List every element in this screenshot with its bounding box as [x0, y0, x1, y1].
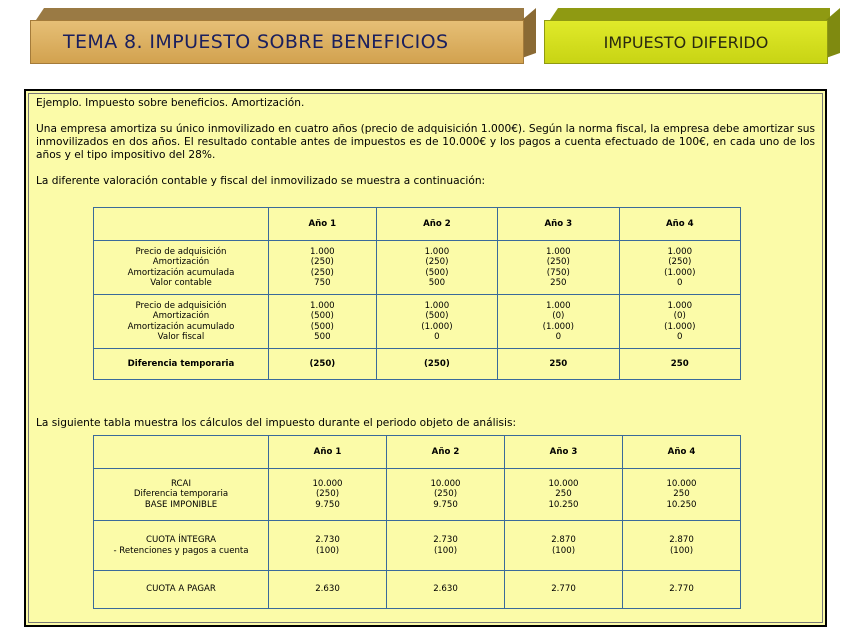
section-title[interactable]: IMPUESTO DIFERIDO — [544, 20, 828, 64]
cell-value: 9.750 — [433, 499, 458, 510]
column-header: Año 3 — [505, 436, 623, 469]
column-header: Año 3 — [498, 208, 619, 241]
cell-value: (750) — [546, 267, 570, 278]
cell-value: 10.000 — [430, 478, 461, 489]
cell-value: (250) — [310, 257, 334, 267]
table-row-pagar — [94, 571, 741, 609]
cell-value: (100) — [433, 545, 458, 556]
row-label: Valor fiscal — [157, 332, 205, 342]
row-labels — [94, 295, 269, 349]
cell-value: (250) — [425, 257, 449, 267]
column-header: Año 1 — [269, 436, 387, 469]
cell-value: (250) — [668, 257, 692, 267]
cell-value: 2.870 — [669, 535, 694, 545]
cell-value: 10.000 — [548, 478, 579, 489]
main-title-tab — [30, 8, 536, 66]
cell-values — [505, 521, 623, 571]
cell-value: (100) — [669, 545, 694, 556]
cell-value: 2.630 — [269, 571, 387, 609]
cell-value: 2.870 — [551, 535, 576, 545]
table-row-contable — [94, 241, 741, 295]
cell-values — [619, 241, 740, 295]
cell-value: (500) — [425, 311, 449, 321]
table-corner-cell — [94, 436, 269, 469]
row-labels — [94, 521, 269, 571]
row-label: CUOTA A PAGAR — [94, 571, 269, 609]
table1-intro: La diferente valoración contable y fiscal del inmovilizado se muestra a continuación: — [36, 175, 486, 187]
cell-value: 2.730 — [433, 535, 458, 545]
row-label: Amortización — [152, 257, 210, 267]
row-label: - Retenciones y pagos a cuenta — [113, 545, 249, 556]
table-corner-cell — [94, 208, 269, 241]
row-label: Precio de adquisición — [135, 300, 227, 311]
cell-value: 1.000 — [424, 246, 450, 257]
cell-value: 1.000 — [310, 246, 335, 257]
row-label: Valor contable — [150, 278, 212, 288]
cell-value: 2.630 — [387, 571, 505, 609]
cell-value: 250 — [555, 489, 572, 500]
cell-values — [623, 469, 741, 521]
cell-value: (500) — [425, 267, 449, 278]
row-label: Diferencia temporaria — [94, 349, 269, 380]
main-title: TEMA 8. IMPUESTO SOBRE BENEFICIOS — [30, 20, 524, 64]
cell-value: 1.000 — [667, 300, 693, 311]
row-label: Amortización — [152, 311, 210, 321]
content-panel — [24, 89, 827, 627]
table-row-cuota — [94, 521, 741, 571]
cell-value: (100) — [551, 545, 576, 556]
table-row-fiscal — [94, 295, 741, 349]
cell-value: (250) — [315, 489, 340, 500]
cell-values — [376, 295, 497, 349]
cell-value: 1.000 — [310, 300, 335, 311]
cell-value: (500) — [310, 321, 334, 332]
cell-value: 1.000 — [667, 246, 693, 257]
cell-value: 250 — [498, 349, 619, 380]
cell-values — [269, 521, 387, 571]
cell-value: 250 — [550, 278, 567, 288]
cell-values — [387, 521, 505, 571]
cell-values — [623, 521, 741, 571]
tab-top-bevel — [550, 8, 830, 20]
row-label: CUOTA ÍNTEGRA — [145, 535, 217, 545]
cell-value: (100) — [315, 545, 340, 556]
cell-values — [269, 295, 377, 349]
column-header: Año 4 — [619, 208, 740, 241]
cell-value: 1.000 — [546, 246, 571, 257]
cell-value: (250) — [546, 257, 570, 267]
cell-value: 10.250 — [666, 499, 697, 510]
cell-value: (1.000) — [542, 321, 574, 332]
column-header: Año 2 — [387, 436, 505, 469]
cell-values — [498, 295, 619, 349]
cell-value: 500 — [314, 332, 331, 342]
cell-values — [376, 241, 497, 295]
cell-value: (250) — [433, 489, 458, 500]
example-heading: Ejemplo. Impuesto sobre beneficios. Amortización. — [36, 97, 305, 109]
row-label: Diferencia temporaria — [133, 489, 229, 500]
row-labels — [94, 241, 269, 295]
cell-value: 1.000 — [424, 300, 450, 311]
column-header: Año 2 — [376, 208, 497, 241]
cell-value: 500 — [428, 278, 446, 288]
cell-value: 750 — [314, 278, 331, 288]
cell-value: (250) — [310, 267, 334, 278]
table2-intro: La siguiente tabla muestra los cálculos del impuesto durante el periodo objeto de análisis: — [36, 417, 517, 429]
cell-value: 2.770 — [623, 571, 741, 609]
cell-value: (250) — [269, 349, 377, 380]
cell-values — [269, 241, 377, 295]
cell-value: 250 — [673, 489, 690, 500]
cell-value: 9.750 — [315, 499, 340, 510]
cell-value: (0) — [673, 311, 686, 321]
tab-side-bevel — [522, 8, 536, 58]
cell-value: 0 — [677, 278, 683, 288]
example-paragraph: Una empresa amortiza su único inmovilizado en cuatro años (precio de adquisición 1.000€). Según la norma fiscal, la empresa debe amortizar sus inmovilizados en dos años. El resultado contable antes de impuestos es de 10.000€ y los pagos a cuenta efectuado de 100€, en cada uno de los años y el tipo impositivo del 28%. — [36, 123, 815, 161]
cell-value: 10.000 — [666, 478, 697, 489]
row-label: BASE IMPONIBLE — [144, 499, 218, 510]
row-label: Precio de adquisición — [135, 246, 227, 257]
cell-value: 2.730 — [315, 535, 340, 545]
cell-value: 0 — [677, 332, 683, 342]
valuation-table — [93, 207, 741, 380]
cell-values — [387, 469, 505, 521]
tab-top-bevel — [36, 8, 524, 20]
cell-value: 1.000 — [546, 300, 571, 311]
cell-values — [505, 469, 623, 521]
cell-value: (1.000) — [664, 267, 696, 278]
cell-value: (250) — [376, 349, 497, 380]
column-header: Año 1 — [269, 208, 377, 241]
row-label: Amortización acumulado — [127, 321, 235, 332]
cell-value: (1.000) — [664, 321, 696, 332]
cell-value: 0 — [434, 332, 440, 342]
table-header-row — [94, 436, 741, 469]
cell-value: 2.770 — [505, 571, 623, 609]
tax-calculation-table — [93, 435, 741, 609]
cell-value: 0 — [555, 332, 562, 342]
cell-value: (1.000) — [421, 321, 453, 332]
cell-values — [269, 469, 387, 521]
column-header: Año 4 — [623, 436, 741, 469]
row-label: Amortización acumulada — [127, 267, 235, 278]
cell-value: 250 — [619, 349, 740, 380]
cell-value: 10.250 — [548, 499, 579, 510]
cell-value: (0) — [552, 311, 565, 321]
row-label: RCAI — [171, 478, 191, 489]
section-tab[interactable] — [544, 8, 840, 66]
cell-value: (500) — [310, 311, 334, 321]
row-labels — [94, 469, 269, 521]
cell-values — [619, 295, 740, 349]
cell-value: 10.000 — [312, 478, 343, 489]
table-header-row — [94, 208, 741, 241]
table-row-base — [94, 469, 741, 521]
table-row-difference — [94, 349, 741, 380]
cell-values — [498, 241, 619, 295]
